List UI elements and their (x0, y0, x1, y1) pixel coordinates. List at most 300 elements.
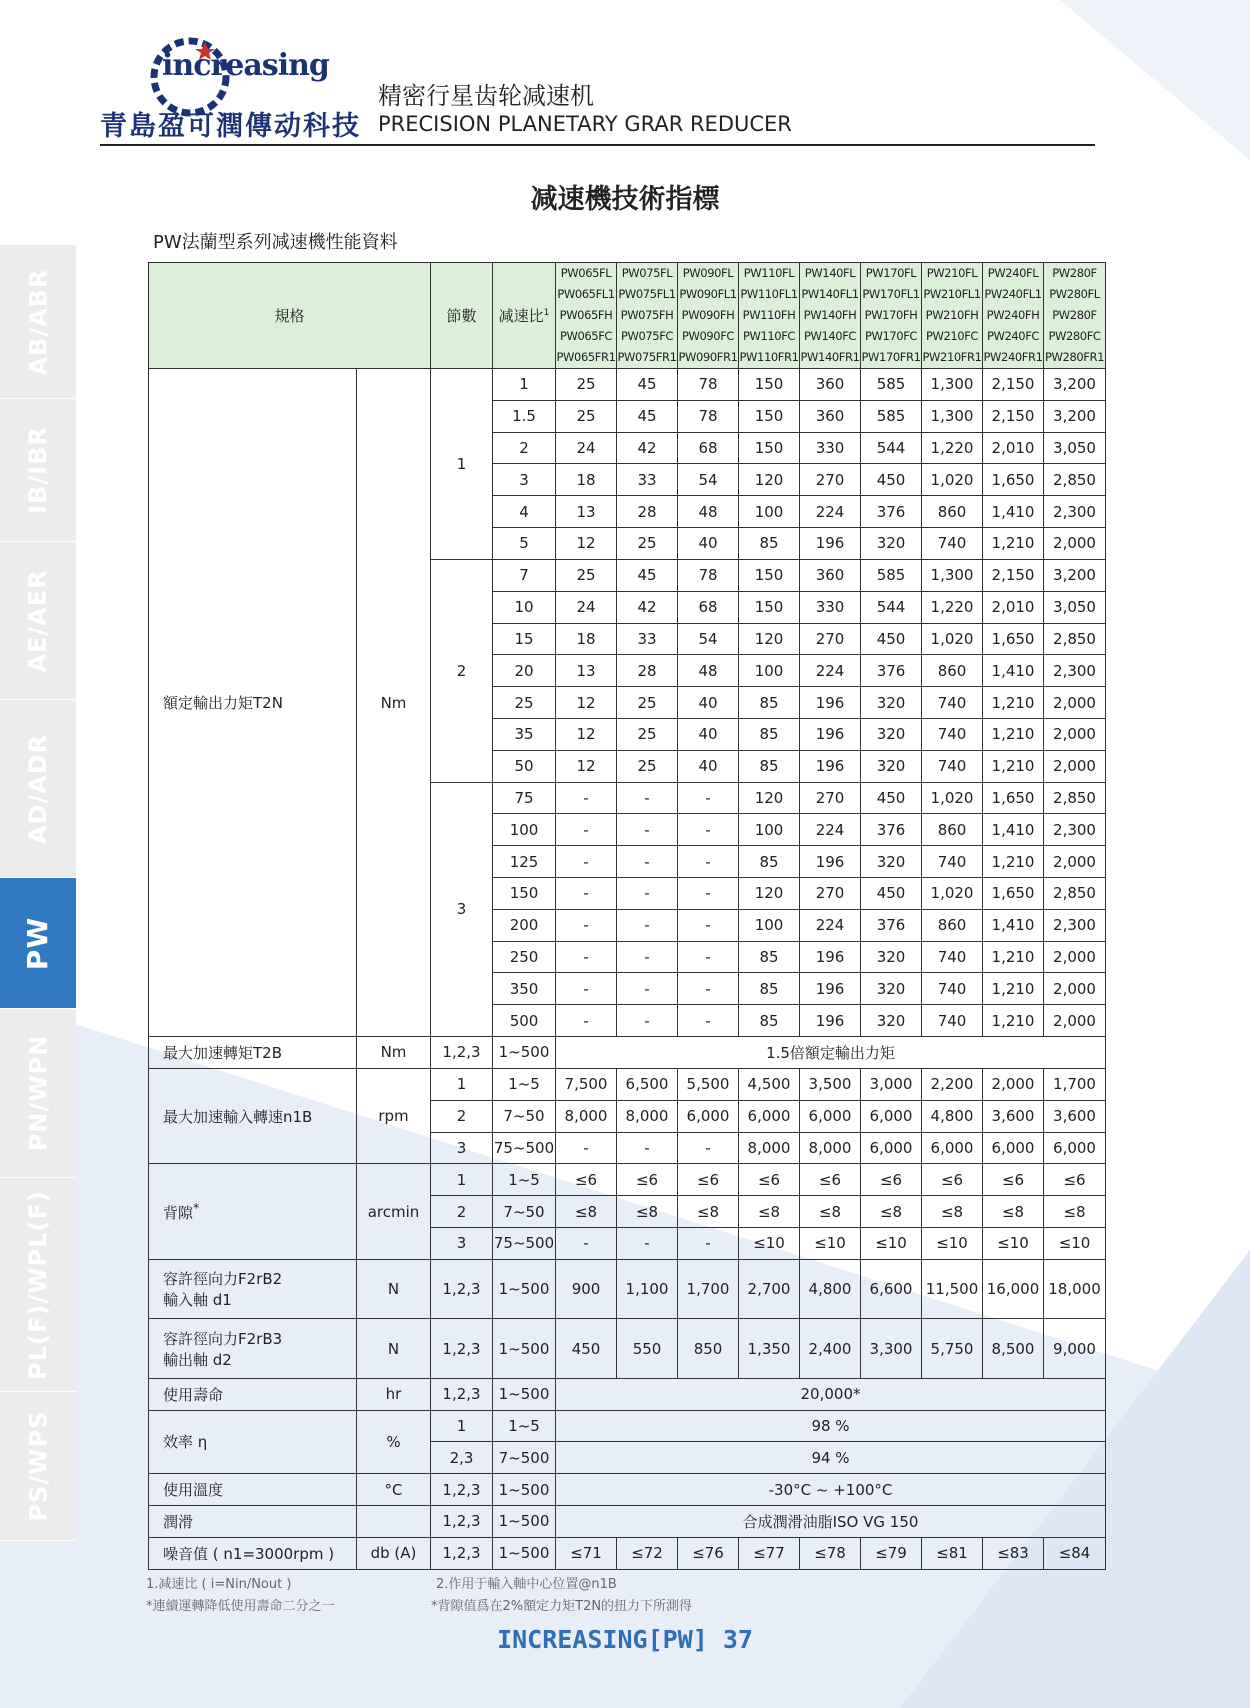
table-cell: ≤6 (983, 1164, 1044, 1196)
table-cell: - (556, 846, 617, 878)
row-label-backlash (149, 1164, 357, 1259)
unit-cell: Nm (357, 369, 431, 1037)
table-cell: ≤10 (1044, 1227, 1106, 1259)
row-label-noise: 噪音值 ( n1=3000rpm ) (149, 1537, 357, 1569)
model-name: PW240FL (987, 266, 1039, 280)
table-cell: - (617, 814, 678, 846)
table-cell: 12 (556, 718, 617, 750)
table-cell: 24 (556, 432, 617, 464)
model-name: PW075FL (621, 266, 673, 280)
header-title-en: PRECISION PLANETARY GRAR REDUCER (378, 112, 792, 136)
table-cell: 5 (493, 528, 556, 560)
table-cell: 196 (800, 846, 861, 878)
model-name: PW170FH (864, 308, 918, 322)
row-label-text: 輸入軸 d1 (163, 1291, 232, 1310)
table-cell: 45 (617, 559, 678, 591)
header-spec: 規格 (149, 263, 431, 369)
table-cell: 3,500 (800, 1068, 861, 1100)
table-cell: - (556, 1227, 617, 1259)
table-cell: 330 (800, 432, 861, 464)
table-cell: 15 (493, 623, 556, 655)
table-cell: 54 (678, 623, 739, 655)
header-ratio-label: 减速比 (498, 307, 544, 325)
table-cell: 20 (493, 655, 556, 687)
model-name: PW090FL (682, 266, 734, 280)
table-cell: 24 (556, 591, 617, 623)
table-cell: 450 (861, 464, 922, 496)
table-cell: 85 (739, 1005, 800, 1037)
model-name: PW210FL1 (923, 287, 981, 301)
table-cell: 1,210 (983, 941, 1044, 973)
table-cell: - (617, 1132, 678, 1164)
table-cell: 3,600 (1044, 1100, 1106, 1132)
table-cell: 196 (800, 750, 861, 782)
table-row (149, 369, 1106, 401)
table-cell: 25 (556, 559, 617, 591)
table-cell: 100 (739, 814, 800, 846)
stage-cell: 1,2,3 (431, 1537, 493, 1569)
table-cell: 4 (493, 496, 556, 528)
table-cell: 8,000 (739, 1132, 800, 1164)
table-cell: - (556, 878, 617, 910)
table-cell: 3,200 (1044, 400, 1106, 432)
table-cell: ≤8 (922, 1196, 983, 1228)
row-label-max-accel-torque: 最大加速轉矩T2B (149, 1037, 357, 1069)
table-cell: ≤6 (678, 1164, 739, 1196)
table-cell: 1~500 (493, 1259, 556, 1319)
footnote-1: 1.减速比 ( i=Nin/Nout ) (146, 1577, 292, 1592)
table-cell: 2,150 (983, 559, 1044, 591)
table-cell: 45 (617, 400, 678, 432)
model-name: PW240FH (986, 308, 1040, 322)
table-cell: 8,000 (617, 1100, 678, 1132)
stage-cell: 2,3 (431, 1442, 493, 1474)
company-name: 青島盈可潤傳动科技 (100, 111, 361, 142)
table-cell: 350 (493, 973, 556, 1005)
table-cell: 9,000 (1044, 1319, 1106, 1379)
table-cell: ≤8 (617, 1196, 678, 1228)
model-name: PW140FH (803, 308, 857, 322)
table-cell: 2,850 (1044, 782, 1106, 814)
table-cell: 5,750 (922, 1319, 983, 1379)
model-name: PW210FC (925, 329, 979, 343)
sidebar-tab-label: PN/WPN (24, 1034, 52, 1152)
table-cell: 合成潤滑油脂ISO VG 150 (556, 1506, 1106, 1538)
header-divider (100, 144, 1095, 146)
table-cell: ≤6 (1044, 1164, 1106, 1196)
model-name: PW090FH (681, 308, 735, 322)
table-row (149, 1378, 1106, 1410)
table-cell: 850 (678, 1319, 739, 1379)
table-cell: 50 (493, 750, 556, 782)
stage-cell: 1,2,3 (431, 1319, 493, 1379)
table-cell: 1,410 (983, 909, 1044, 941)
table-cell: 1.5 (493, 400, 556, 432)
table-cell: 196 (800, 973, 861, 1005)
model-name: PW075FL1 (618, 287, 676, 301)
table-cell: 85 (739, 528, 800, 560)
unit-cell: Nm (357, 1037, 431, 1069)
table-cell: 1,410 (983, 814, 1044, 846)
table-cell: 2,850 (1044, 464, 1106, 496)
table-cell: 270 (800, 782, 861, 814)
row-label-efficiency: 效率 η (149, 1410, 357, 1474)
table-cell: 25 (617, 718, 678, 750)
table-cell: 12 (556, 528, 617, 560)
table-cell: 85 (739, 750, 800, 782)
table-cell: 75 (493, 782, 556, 814)
model-header (1044, 263, 1106, 369)
row-label-text: 最大加速輸入轉速n1B (163, 1107, 313, 1126)
table-cell: 6,000 (1044, 1132, 1106, 1164)
model-name: PW140FC (803, 329, 857, 343)
table-cell: ≤8 (1044, 1196, 1106, 1228)
table-cell: ≤6 (739, 1164, 800, 1196)
table-cell: 360 (800, 559, 861, 591)
table-cell: - (617, 878, 678, 910)
table-cell: -30°C ~ +100°C (556, 1474, 1106, 1506)
model-header (739, 263, 800, 369)
table-cell: 1,300 (922, 400, 983, 432)
table-cell: 18,000 (1044, 1259, 1106, 1319)
model-name: PW110FL (743, 266, 795, 280)
table-cell: 1,220 (922, 591, 983, 623)
table-cell: 45 (617, 369, 678, 401)
table-cell: 2,850 (1044, 878, 1106, 910)
table-cell: 1,020 (922, 782, 983, 814)
model-name: PW110FL1 (740, 287, 798, 301)
table-cell: ≤8 (983, 1196, 1044, 1228)
table-cell: 2,850 (1044, 623, 1106, 655)
table-cell: 450 (861, 878, 922, 910)
model-name: PW090FL1 (679, 287, 737, 301)
unit-cell (357, 1506, 431, 1538)
table-cell: 6,000 (983, 1132, 1044, 1164)
table-cell: 78 (678, 369, 739, 401)
table-cell: 1,100 (617, 1259, 678, 1319)
table-cell: 2,150 (983, 400, 1044, 432)
table-cell: 330 (800, 591, 861, 623)
table-cell: 5,500 (678, 1068, 739, 1100)
row-label-text: 容許徑向力F2rB2 (163, 1270, 283, 1289)
table-cell: 85 (739, 718, 800, 750)
sidebar-tab-label: AD/ADR (24, 733, 52, 844)
row-label-radial-output (149, 1319, 357, 1379)
table-cell: 85 (739, 687, 800, 719)
model-header (617, 263, 678, 369)
table-cell: ≤72 (617, 1537, 678, 1569)
table-cell: 150 (739, 559, 800, 591)
model-name: PW075FC (620, 329, 674, 343)
table-cell: 78 (678, 559, 739, 591)
table-cell: 376 (861, 496, 922, 528)
table-cell: 16,000 (983, 1259, 1044, 1319)
table-cell: 1,210 (983, 718, 1044, 750)
table-cell: 1,650 (983, 623, 1044, 655)
table-cell: 2,400 (800, 1319, 861, 1379)
table-row (149, 1259, 1106, 1319)
table-cell: 3,000 (861, 1068, 922, 1100)
table-cell: 320 (861, 687, 922, 719)
table-cell: 13 (556, 655, 617, 687)
table-cell: ≤84 (1044, 1537, 1106, 1569)
table-cell: 2,000 (1044, 687, 1106, 719)
table-cell: 320 (861, 846, 922, 878)
table-cell: 196 (800, 718, 861, 750)
footnote-mark: * (193, 1200, 200, 1216)
table-cell: 1~5 (493, 1410, 556, 1442)
table-cell: 250 (493, 941, 556, 973)
table-cell: 360 (800, 400, 861, 432)
table-cell: ≤8 (678, 1196, 739, 1228)
model-name: PW090FR1 (678, 350, 738, 364)
table-cell: 85 (739, 973, 800, 1005)
table-cell: 28 (617, 496, 678, 528)
table-cell: 2,000 (983, 1068, 1044, 1100)
table-cell: 6,000 (800, 1100, 861, 1132)
table-cell: 196 (800, 528, 861, 560)
sidebar-tab-ib-ibr[interactable] (0, 399, 76, 542)
table-cell: 3,200 (1044, 369, 1106, 401)
table-cell: 6,000 (861, 1132, 922, 1164)
model-name: PW210FL (926, 266, 978, 280)
table-cell: 740 (922, 941, 983, 973)
table-cell: ≤6 (556, 1164, 617, 1196)
table-cell: 196 (800, 1005, 861, 1037)
table-cell: ≤8 (800, 1196, 861, 1228)
model-name: PW210FH (925, 308, 979, 322)
table-cell: 2,150 (983, 369, 1044, 401)
table-cell: 1,650 (983, 782, 1044, 814)
table-cell: 6,000 (922, 1132, 983, 1164)
sidebar-tab-ps-wps[interactable] (0, 1392, 76, 1541)
table-row (149, 1068, 1106, 1100)
table-cell: 33 (617, 623, 678, 655)
sidebar-tab-pw[interactable] (0, 878, 76, 1009)
header-ratio: 减速比$^1$ (493, 263, 556, 369)
table-cell: 450 (556, 1319, 617, 1379)
table-cell: 12 (556, 750, 617, 782)
table-cell: ≤6 (800, 1164, 861, 1196)
table-cell: 150 (739, 591, 800, 623)
stage-cell: 2 (431, 559, 493, 782)
table-cell: 7,500 (556, 1068, 617, 1100)
table-cell: 320 (861, 1005, 922, 1037)
table-cell: ≤79 (861, 1537, 922, 1569)
model-name: PW280F (1052, 308, 1097, 322)
table-cell: 196 (800, 687, 861, 719)
table-cell: 2,010 (983, 432, 1044, 464)
table-cell: 3 (431, 1132, 493, 1164)
model-header (922, 263, 983, 369)
table-cell: - (678, 909, 739, 941)
table-cell: 1,220 (922, 432, 983, 464)
model-name: PW065FL (560, 266, 612, 280)
table-cell: ≤77 (739, 1537, 800, 1569)
table-cell: - (678, 1227, 739, 1259)
table-cell: 2,300 (1044, 814, 1106, 846)
table-cell: ≤81 (922, 1537, 983, 1569)
model-name: PW170FC (864, 329, 918, 343)
unit-cell: arcmin (357, 1164, 431, 1259)
table-cell: 1 (431, 1164, 493, 1196)
stage-cell: 1,2,3 (431, 1506, 493, 1538)
table-cell: 75~500 (493, 1227, 556, 1259)
table-row (149, 1164, 1106, 1196)
table-cell: 3,300 (861, 1319, 922, 1379)
row-label-temperature: 使用溫度 (149, 1474, 357, 1506)
table-cell: 860 (922, 814, 983, 846)
table-row (149, 1537, 1106, 1569)
model-name: PW110FR1 (739, 350, 799, 364)
row-label-lubrication: 潤滑 (149, 1506, 357, 1538)
footnote-2: 2.作用于輸入軸中心位置@n1B (436, 1577, 617, 1592)
sidebar-tab-label: IB/IBR (24, 426, 53, 514)
sidebar-tab-ad-adr[interactable] (0, 700, 76, 878)
table-cell: 1,020 (922, 464, 983, 496)
table-cell: 100 (739, 655, 800, 687)
table-cell: 3,600 (983, 1100, 1044, 1132)
table-cell: 196 (800, 941, 861, 973)
table-cell: 270 (800, 464, 861, 496)
table-cell: - (556, 941, 617, 973)
table-cell: 2,300 (1044, 496, 1106, 528)
table-cell: 740 (922, 846, 983, 878)
model-name: PW280FR1 (1045, 350, 1104, 364)
table-cell: 150 (739, 432, 800, 464)
table-cell: 740 (922, 528, 983, 560)
table-cell: 94 % (556, 1442, 1106, 1474)
row-label-max-input-speed (149, 1068, 357, 1163)
model-name: PW280FL (1049, 287, 1100, 301)
table-cell: 1~500 (493, 1378, 556, 1410)
table-row (149, 1506, 1106, 1538)
table-cell: 150 (739, 369, 800, 401)
table-cell: 550 (617, 1319, 678, 1379)
model-header (556, 263, 617, 369)
table-cell: - (617, 846, 678, 878)
table-cell: 1,300 (922, 559, 983, 591)
table-cell: 740 (922, 750, 983, 782)
sidebar-tab-pl-wpl[interactable] (0, 1178, 76, 1392)
model-name: PW210FR1 (922, 350, 982, 364)
table-cell: - (617, 973, 678, 1005)
table-cell: 25 (617, 528, 678, 560)
table-cell: 2,000 (1044, 1005, 1106, 1037)
model-name: PW240FL1 (984, 287, 1042, 301)
table-cell: 320 (861, 973, 922, 1005)
footnote-4: *背隙值爲在2%額定力矩T2N的扭力下所測得 (431, 1599, 693, 1614)
sidebar-tab-label: PS/WPS (24, 1410, 52, 1522)
sidebar-tab-label: AB/ABR (24, 268, 53, 375)
sidebar-tab-ae-aer[interactable] (0, 542, 76, 700)
table-cell: 7~50 (493, 1196, 556, 1228)
table-cell: - (678, 941, 739, 973)
table-cell: 1,650 (983, 464, 1044, 496)
table-cell: 585 (861, 400, 922, 432)
table-cell: ≤8 (739, 1196, 800, 1228)
table-cell: 120 (739, 782, 800, 814)
table-row (149, 1410, 1106, 1442)
table-cell: 2 (431, 1100, 493, 1132)
table-cell: 100 (739, 496, 800, 528)
table-cell: - (678, 1132, 739, 1164)
table-cell: - (556, 1132, 617, 1164)
row-label-text: 輸出軸 d2 (163, 1350, 232, 1369)
model-name: PW140FL (804, 266, 856, 280)
table-cell: 320 (861, 718, 922, 750)
model-name: PW240FR1 (983, 350, 1043, 364)
table-cell: 3,050 (1044, 591, 1106, 623)
table-cell: 1~500 (493, 1506, 556, 1538)
table-cell: 78 (678, 400, 739, 432)
table-cell: 1,300 (922, 369, 983, 401)
table-cell: 3,200 (1044, 559, 1106, 591)
table-cell: 25 (493, 687, 556, 719)
table-cell: 25 (556, 369, 617, 401)
table-cell: ≤6 (617, 1164, 678, 1196)
table-cell: 40 (678, 528, 739, 560)
header-stages: 節數 (431, 263, 493, 369)
table-cell: 1~5 (493, 1068, 556, 1100)
table-cell: 2,000 (1044, 941, 1106, 973)
table-cell: 18 (556, 623, 617, 655)
sidebar-tab-ab-abr[interactable] (0, 245, 76, 399)
table-cell: 25 (556, 400, 617, 432)
table-cell: 10 (493, 591, 556, 623)
table-cell: 1,210 (983, 528, 1044, 560)
table-cell: 120 (739, 464, 800, 496)
unit-cell: N (357, 1319, 431, 1379)
table-cell: 54 (678, 464, 739, 496)
table-cell: 224 (800, 655, 861, 687)
table-cell: 860 (922, 909, 983, 941)
table-cell: 120 (739, 623, 800, 655)
table-cell: 2,300 (1044, 909, 1106, 941)
table-row (149, 1474, 1106, 1506)
model-name: PW280FC (1048, 329, 1101, 343)
table-cell: 42 (617, 432, 678, 464)
table-cell: 544 (861, 432, 922, 464)
table-cell: 25 (617, 750, 678, 782)
table-cell: 4,800 (800, 1259, 861, 1319)
table-cell: 6,000 (678, 1100, 739, 1132)
model-name: PW110FH (742, 308, 796, 322)
table-cell: 1,700 (1044, 1068, 1106, 1100)
table-cell: 40 (678, 750, 739, 782)
table-cell: 8,000 (556, 1100, 617, 1132)
model-name: PW140FL1 (801, 287, 859, 301)
table-cell: - (678, 814, 739, 846)
unit-cell: % (357, 1410, 431, 1474)
table-cell: 740 (922, 973, 983, 1005)
unit-cell: rpm (357, 1068, 431, 1163)
page-title: 减速機技術指標 (530, 184, 720, 215)
table-cell: - (556, 814, 617, 846)
table-cell: - (617, 941, 678, 973)
stage-cell: 1,2,3 (431, 1474, 493, 1506)
table-cell: 1,210 (983, 1005, 1044, 1037)
table-cell: - (556, 782, 617, 814)
table-cell: - (556, 909, 617, 941)
model-header (800, 263, 861, 369)
table-cell: 2,000 (1044, 846, 1106, 878)
sidebar-tab-pn-wpn[interactable] (0, 1009, 76, 1178)
table-cell: 1,210 (983, 973, 1044, 1005)
table-cell: - (617, 1005, 678, 1037)
table-cell: 12 (556, 687, 617, 719)
table-cell: 224 (800, 909, 861, 941)
